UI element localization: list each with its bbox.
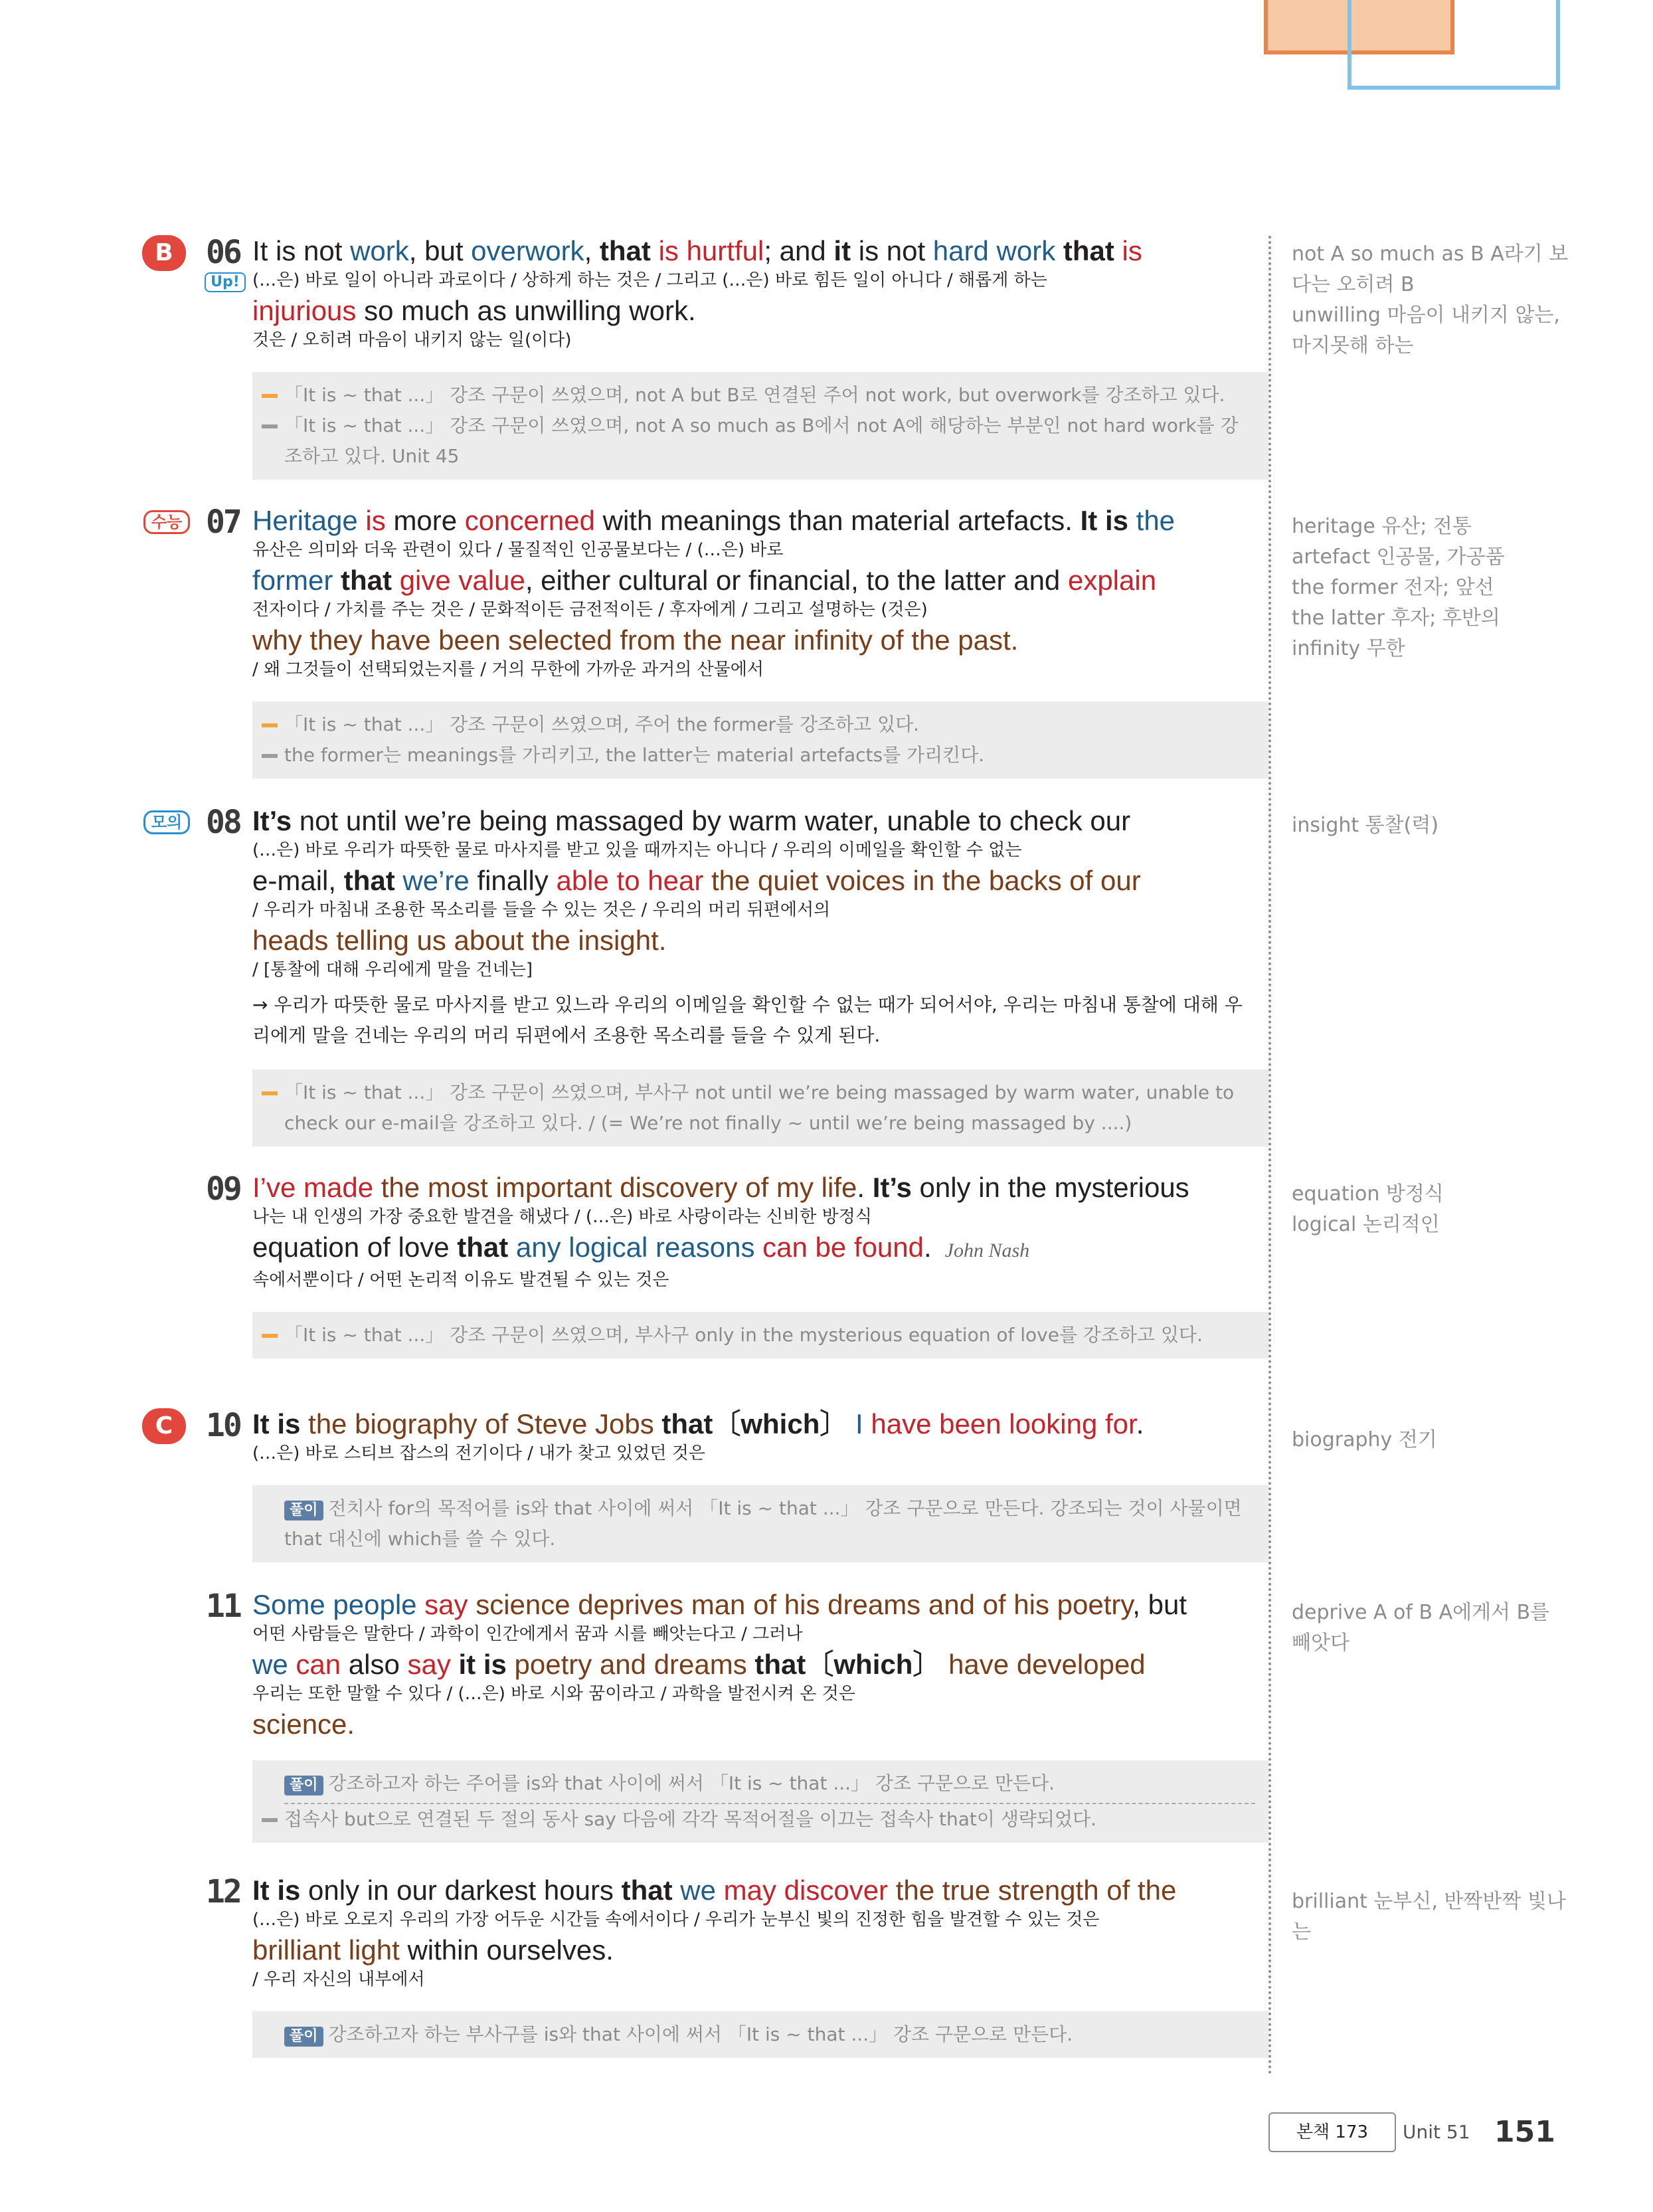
phrase: , either cultural or financial, to xyxy=(525,565,898,596)
korean-gloss: 유산은 의미와 더욱 관련이 있다 / 물질적인 인공물보다는 / (…은) 바로 xyxy=(252,540,784,560)
pool-label: 풀이 xyxy=(284,2027,323,2047)
sentence-item-06 xyxy=(153,234,1255,480)
phrase: have developed xyxy=(940,1649,1146,1680)
phrase: I xyxy=(847,1408,863,1439)
phrase: science deprives man of his dreams and of his poetry xyxy=(468,1589,1133,1620)
english-line xyxy=(252,1230,1255,1268)
explanation-text: 전치사 for의 목적어를 is와 that 사이에 써서 「It is ~ that ...」 강조 구문으로 만든다. 강조되는 것이 사물이면 that 대신에 which를 쓸 수 있다. xyxy=(284,1497,1242,1550)
sentence-item-07 xyxy=(153,504,1255,779)
vocab-note xyxy=(1292,1598,1571,1659)
phrase: It is xyxy=(252,235,296,266)
phrase: that xyxy=(341,565,392,596)
item-number: 08 xyxy=(206,804,240,841)
footer-unit: Unit 51 xyxy=(1403,2121,1470,2143)
vocab-entry: artefact 인공물, 가공품 xyxy=(1292,545,1505,569)
vocab-entry: infinity 무한 xyxy=(1292,637,1405,660)
phrase: can be found xyxy=(754,1232,924,1263)
explanation-text: 「It is ~ that ...」 강조 구문이 쓰였으며, 부사구 only in the mysterious equation of love를 강조하고 있다. xyxy=(284,1324,1203,1346)
explanation-line xyxy=(284,740,1255,771)
korean-gloss: 나는 내 인생의 가장 중요한 발견을 해냈다 / (…은) 바로 사랑이라는 신비한 방정식 xyxy=(252,1207,872,1227)
explanation-box xyxy=(252,1485,1268,1562)
phrase: so much as unwilling work. xyxy=(356,295,696,326)
sentence-item-11 xyxy=(153,1588,1255,1843)
vocab-entry: equation 방정식 xyxy=(1292,1182,1444,1206)
phrase: also xyxy=(348,1649,408,1680)
english-line xyxy=(252,1707,1255,1742)
footer-book-ref: 본책 173 xyxy=(1268,2112,1396,2152)
explanation-text: 접속사 but으로 연결된 두 절의 동사 say 다음에 각각 목적어절을 이끄는 접속사 that이 생략되었다. xyxy=(284,1808,1096,1830)
phrase: with meanings than material artefacts. xyxy=(594,505,1081,536)
phrase: give value xyxy=(392,565,525,596)
phrase: e-mail, xyxy=(252,865,344,896)
english-line xyxy=(252,1407,1255,1441)
phrase: hurtful xyxy=(686,235,764,266)
item-number: 09 xyxy=(206,1170,240,1208)
phrase: It’s xyxy=(252,805,292,836)
explanation-line xyxy=(284,1077,1255,1139)
phrase: hard work xyxy=(932,235,1056,266)
sentence-body xyxy=(153,804,1255,983)
source-badge: 수능 xyxy=(143,510,190,534)
english-line xyxy=(252,294,1255,328)
phrase: can xyxy=(288,1649,349,1680)
english-line xyxy=(252,923,1255,958)
phrase: ; and xyxy=(764,235,834,266)
sentence-body xyxy=(153,1407,1255,1467)
explanation-text: 강조하고자 하는 부사구를 is와 that 사이에 써서 「It is ~ that ...」 강조 구문으로 만든다. xyxy=(328,2023,1073,2045)
section-badge: C xyxy=(142,1408,186,1444)
vocab-entry: not A so much as B A라기 보다는 오히려 B xyxy=(1292,242,1569,296)
phrase: is xyxy=(357,505,394,536)
korean-gloss: / 왜 그것들이 선택되었는지를 / 거의 무한에 가까운 과거의 산물에서 xyxy=(252,660,764,680)
korean-gloss: (…은) 바로 오로지 우리의 가장 어두운 시간들 속에서이다 / 우리가 눈부신 빛의 진정한 힘을 발견할 수 있는 것은 xyxy=(252,1910,1100,1930)
citation: John Nash xyxy=(944,1240,1030,1261)
phrase: it is xyxy=(458,1649,507,1680)
vocab-entry: the former 전자; 앞선 xyxy=(1292,576,1494,599)
phrase: is xyxy=(1114,235,1142,266)
phrase: , but xyxy=(408,235,472,266)
phrase: . xyxy=(857,1172,873,1203)
korean-gloss: 우리는 또한 말할 수 있다 / (…은) 바로 시와 꿈이라고 / 과학을 발전시켜 온 것은 xyxy=(252,1684,855,1704)
korean-gloss: 어떤 사람들은 말한다 / 과학이 인간에게서 꿈과 시를 빼앗는다고 / 그러나 xyxy=(252,1624,803,1644)
phrase: brilliant light xyxy=(252,1934,400,1966)
phrase: may discover xyxy=(715,1875,889,1906)
item-number: 12 xyxy=(206,1873,240,1910)
vocab-entry: brilliant 눈부신, 반짝반짝 빛나는 xyxy=(1292,1890,1566,1944)
explanation-box xyxy=(252,1312,1268,1358)
phrase: that xyxy=(343,865,395,896)
item-number: 10 xyxy=(206,1407,240,1444)
phrase: that xyxy=(599,235,651,266)
phrase: we’re xyxy=(394,865,470,896)
phrase: only in the mysterious xyxy=(911,1172,1189,1203)
phrase: and xyxy=(1005,565,1068,596)
korean-gloss: (…은) 바로 스티브 잡스의 전기이다 / 내가 찾고 있었던 것은 xyxy=(252,1443,705,1463)
explanation-line xyxy=(284,709,1255,740)
vocab-entry: insight 통찰(력) xyxy=(1292,814,1439,837)
sentence-body xyxy=(153,1170,1255,1293)
english-line xyxy=(252,804,1255,838)
explanation-text: 「It is ~ that ...」 강조 구문이 쓰였으며, not A but B로 연결된 주어 not work, but overwork를 강조하고 있다. xyxy=(284,384,1225,406)
english-line xyxy=(252,234,1255,268)
phrase: the quiet voices in the backs of our xyxy=(703,865,1141,896)
vocab-note xyxy=(1292,1179,1571,1240)
phrase: I’ve made xyxy=(252,1172,374,1203)
phrase: not xyxy=(296,235,351,266)
sentence-body xyxy=(153,504,1255,683)
phrase: that〔which〕 xyxy=(661,1408,848,1439)
explanation-line xyxy=(284,1768,1255,1799)
phrase: the biography of Steve Jobs xyxy=(300,1408,662,1439)
sentence-item-09 xyxy=(153,1170,1255,1358)
phrase: the true strength of the xyxy=(888,1875,1177,1906)
phrase: Heritage xyxy=(252,505,358,536)
phrase: have been looking for xyxy=(863,1408,1136,1439)
phrase xyxy=(333,565,341,596)
explanation-line xyxy=(284,2019,1255,2050)
phrase: the latter xyxy=(897,565,1006,596)
english-line xyxy=(252,1933,1255,1968)
sentence-body xyxy=(153,1588,1255,1742)
phrase: say xyxy=(416,1589,468,1620)
vocab-entry: heritage 유산; 전통 xyxy=(1292,515,1472,538)
phrase: . xyxy=(1136,1408,1144,1439)
item-number: 07 xyxy=(206,504,240,541)
corner-decoration-blue xyxy=(1348,0,1560,90)
korean-gloss: (…은) 바로 우리가 따뜻한 물로 마사지를 받고 있을 때까지는 아니다 / 우리의 이메일을 확인할 수 없는 xyxy=(252,840,1022,860)
explanation-line xyxy=(284,1320,1255,1350)
vocab-entry: the latter 후자; 후반의 xyxy=(1292,606,1500,630)
phrase: any logical reasons xyxy=(508,1232,755,1263)
korean-gloss: / [통찰에 대해 우리에게 말을 건네는] xyxy=(252,960,533,980)
explanation-text: 「It is ~ that ...」 강조 구문이 쓰였으며, 주어 the former를 강조하고 있다. xyxy=(284,713,920,735)
phrase: explain xyxy=(1067,565,1157,596)
phrase: that〔which〕 xyxy=(754,1649,941,1680)
vocab-note xyxy=(1292,239,1571,361)
phrase: science. xyxy=(252,1708,355,1740)
phrase: it xyxy=(833,235,851,266)
page-number: 151 xyxy=(1494,2115,1555,2149)
korean-gloss: 것은 / 오히려 마음이 내키지 않는 일(이다) xyxy=(252,330,572,350)
phrase: concerned xyxy=(464,505,595,536)
pool-label: 풀이 xyxy=(284,1776,323,1796)
phrase: It is xyxy=(1080,505,1128,536)
phrase: finally xyxy=(469,865,557,896)
phrase: work xyxy=(350,235,409,266)
phrase: Some people xyxy=(252,1589,417,1620)
vocab-note xyxy=(1292,1887,1571,1948)
explanation-line xyxy=(284,380,1255,411)
english-line xyxy=(252,623,1255,658)
phrase: we xyxy=(672,1875,716,1906)
phrase: more xyxy=(393,505,465,536)
vocab-entry: logical 논리적인 xyxy=(1292,1213,1440,1236)
phrase: is not xyxy=(851,235,933,266)
sentence-item-08 xyxy=(153,804,1255,1147)
phrase: heads telling us about the insight. xyxy=(252,925,667,956)
vocab-entry: unwilling 마음이 내키지 않는, 마지못해 하는 xyxy=(1292,304,1560,357)
phrase: , xyxy=(584,235,600,266)
phrase: not until we’re being massaged by warm water, unable to check our xyxy=(292,805,1131,836)
phrase: overwork xyxy=(471,235,584,266)
korean-gloss: (…은) 바로 일이 아니라 과로이다 / 상하게 하는 것은 / 그리고 (…은) 바로 힘든 일이 아니다 / 해롭게 하는 xyxy=(252,270,1047,290)
explanation-line xyxy=(284,1493,1255,1554)
pool-label: 풀이 xyxy=(284,1501,323,1521)
english-line xyxy=(252,864,1255,898)
phrase: It is xyxy=(252,1875,301,1906)
english-line xyxy=(252,563,1255,598)
phrase: injurious xyxy=(252,295,357,326)
explanation-box xyxy=(252,372,1268,480)
explanation-box xyxy=(252,2011,1268,2058)
phrase: . xyxy=(924,1232,932,1263)
translation-arrow: → 우리가 따뜻한 물로 마사지를 받고 있느라 우리의 이메일을 확인할 수 없는 때가 되어서야, 우리는 마침내 통찰에 대해 우리에게 말을 건네는 우리의 머리 뒤편에서 조용한 목소리를 들을 수 있게 된다. xyxy=(252,994,1243,1046)
phrase: the most important discovery of my life xyxy=(373,1172,857,1203)
sentence-item-12 xyxy=(153,1873,1255,2058)
explanation-text: 「It is ~ that ...」 강조 구문이 쓰였으며, not A so much as B에서 not A에 해당하는 부분인 not hard work를 강조하고 있다. Unit 45 xyxy=(284,415,1239,467)
phrase: It’s xyxy=(872,1172,912,1203)
phrase: within ourselves. xyxy=(399,1934,614,1966)
explanation-box xyxy=(252,701,1268,779)
phrase: only in our darkest hours xyxy=(300,1875,622,1906)
sentence-body xyxy=(153,234,1255,353)
phrase: why they have been selected from the near infinity of the past. xyxy=(252,624,1019,656)
item-number: 11 xyxy=(206,1588,240,1625)
english-line xyxy=(252,1588,1255,1622)
phrase: the xyxy=(1128,505,1175,536)
phrase: , but xyxy=(1132,1589,1187,1620)
english-line xyxy=(252,1170,1255,1205)
phrase: that xyxy=(457,1232,509,1263)
english-line xyxy=(252,1873,1255,1908)
phrase: that xyxy=(1063,235,1114,266)
explanation-line xyxy=(284,411,1255,472)
korean-gloss: / 우리 자신의 내부에서 xyxy=(252,1970,425,1989)
phrase: equation of love xyxy=(252,1232,458,1263)
explanation-text: the former는 meanings를 가리키고, the latter는 material artefacts를 가리킨다. xyxy=(284,744,985,766)
explanation-text: 「It is ~ that ...」 강조 구문이 쓰였으며, 부사구 not until we’re being massaged by warm water, unable to check our e-mail을 강조하고 있다. / (= We’re not finally ~ until we’re being massaged by ....) xyxy=(284,1081,1235,1134)
phrase: former xyxy=(252,565,333,596)
explanation-line xyxy=(284,1803,1255,1835)
phrase: say xyxy=(407,1649,459,1680)
vocab-note xyxy=(1292,1425,1571,1455)
phrase: is xyxy=(650,235,687,266)
korean-gloss: / 우리가 마침내 조용한 목소리를 들을 수 있는 것은 / 우리의 머리 뒤편에서의 xyxy=(252,900,831,920)
source-badge: 모의 xyxy=(143,810,190,834)
explanation-text: 강조하고자 하는 주어를 is와 that 사이에 써서 「It is ~ that ...」 강조 구문으로 만든다. xyxy=(328,1772,1055,1794)
sentence-body xyxy=(153,1873,1255,1993)
korean-gloss: 속에서뿐이다 / 어떤 논리적 이유도 발견될 수 있는 것은 xyxy=(252,1270,669,1290)
vocab-entry: deprive A of B A에게서 B를 빼앗다 xyxy=(1292,1601,1550,1655)
explanation-box xyxy=(252,1760,1268,1843)
phrase: we xyxy=(252,1649,288,1680)
vocab-note xyxy=(1292,810,1571,841)
up-badge: Up! xyxy=(205,272,246,292)
phrase xyxy=(1055,235,1063,266)
phrase: It is xyxy=(252,1408,301,1439)
phrase: that xyxy=(621,1875,673,1906)
phrase: able to hear xyxy=(556,865,704,896)
vocab-note xyxy=(1292,511,1571,664)
english-line xyxy=(252,504,1255,538)
section-badge: B xyxy=(142,235,186,271)
column-divider xyxy=(1268,236,1271,2076)
vocab-entry: biography 전기 xyxy=(1292,1428,1437,1451)
item-number: 06 xyxy=(206,234,240,271)
korean-gloss: 전자이다 / 가치를 주는 것은 / 문화적이든 금전적이든 / 후자에게 / 그리고 설명하는 (것은) xyxy=(252,600,928,620)
sentence-item-10 xyxy=(153,1407,1255,1562)
english-line xyxy=(252,1647,1255,1682)
phrase: poetry and dreams xyxy=(506,1649,755,1680)
explanation-box xyxy=(252,1069,1268,1147)
